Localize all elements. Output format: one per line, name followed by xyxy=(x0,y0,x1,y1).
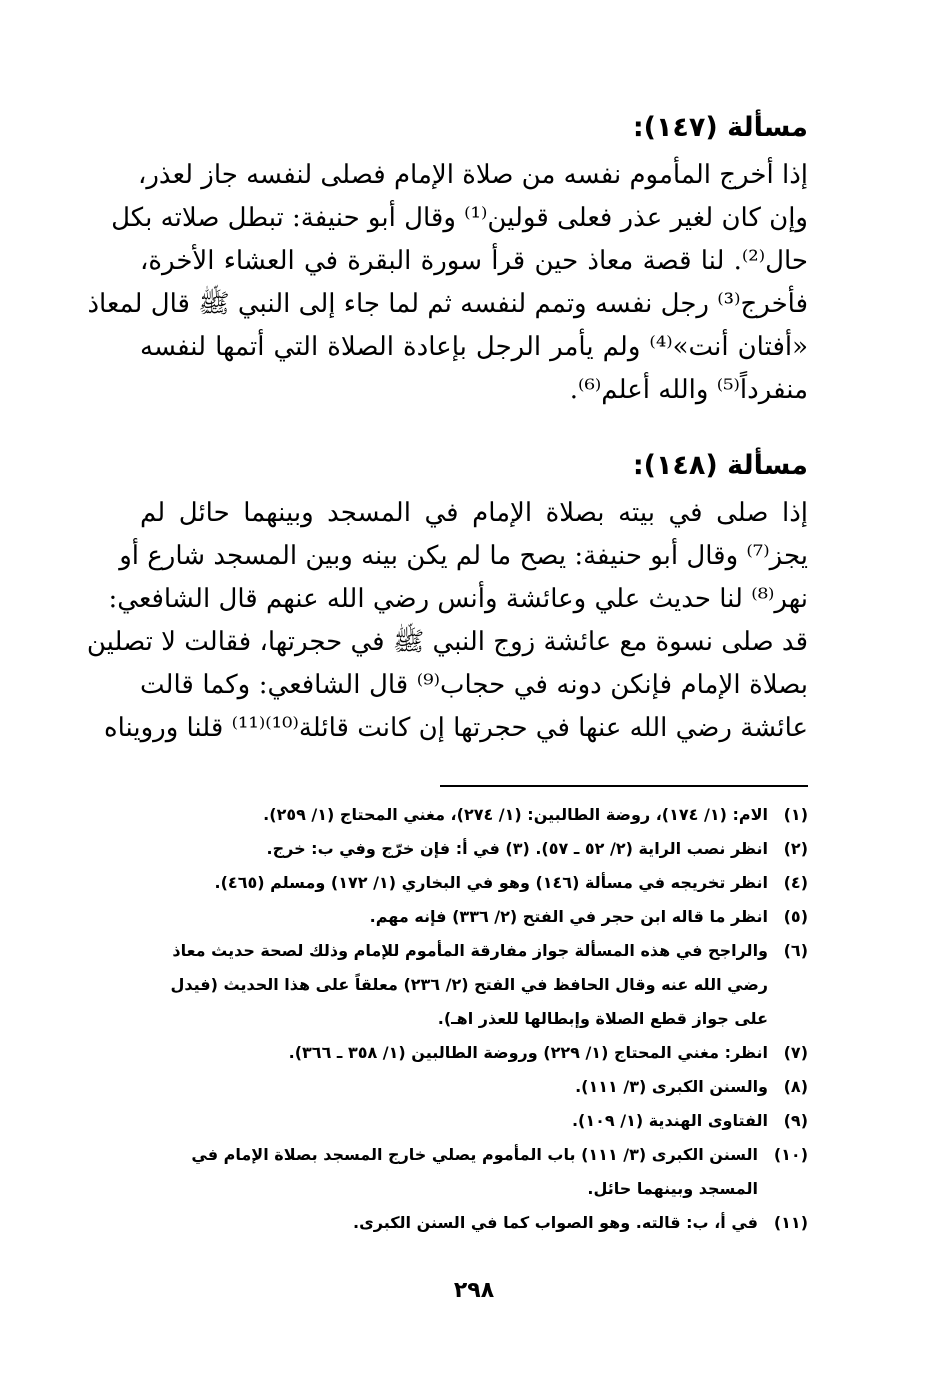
footnote-text: انظر: مغني المحتاج (١/ ٢٢٩) وروضة الطالبين (١/ ٣٥٨ ـ ٣٦٦). xyxy=(288,1043,768,1062)
text-line: عائشة رضي الله عنها في حجرتها إن كانت قائلة⁽¹⁰⁾⁽¹¹⁾ قلنا ورويناه xyxy=(103,713,808,743)
issue-147-text xyxy=(87,154,808,412)
footnote-4 xyxy=(130,866,808,900)
footnote-text: والراجح في هذه المسألة جواز مفارقة المأموم للإمام وذلك لصحة حديث معاذ xyxy=(172,941,768,960)
text-line: قد صلى نسوة مع عائشة زوج النبي ﷺ في حجرتها، فقالت لا تصلين xyxy=(86,627,808,657)
footnote-1 xyxy=(130,798,808,832)
footnote-10 xyxy=(130,1138,808,1206)
text-line: منفرداً⁽⁵⁾ والله أعلم⁽⁶⁾. xyxy=(569,375,808,405)
text-line: وإن كان لغير عذر فعلى قولين⁽¹⁾ وقال أبو حنيفة: تبطل صلاته بكل xyxy=(111,203,808,233)
footnote-5 xyxy=(130,900,808,934)
text-line: فأخرج⁽³⁾ رجل نفسه وتمم لنفسه ثم لما جاء إلى النبي ﷺ قال لمعاذ xyxy=(87,289,808,319)
issue-147-heading: مسألة (١٤٧): xyxy=(632,112,808,143)
footnote-text: الفتاوى الهندية (١/ ١٠٩). xyxy=(571,1111,768,1130)
footnote-text: انظر ما قاله ابن حجر في الفتح (٢/ ٣٣٦) فإنه مهم. xyxy=(369,907,768,926)
footnote-number: (١١) xyxy=(773,1213,808,1232)
footnote-8 xyxy=(130,1070,808,1104)
footnote-text: انظر تخريجه في مسألة (١٤٦) وهو في البخاري (١/ ١٧٢) ومسلم (٤٦٥). xyxy=(214,873,768,892)
footnote-number: (٨) xyxy=(783,1077,808,1096)
issue-148-heading: مسألة (١٤٨): xyxy=(632,450,808,481)
footnote-text: انظر نصب الراية (٢/ ٥٢ ـ ٥٧). (٣) في أ: فإن خرّج وفي ب: خرج. xyxy=(266,839,768,858)
text-line: يجز⁽⁷⁾ وقال أبو حنيفة: يصح ما لم يكن بينه وبين المسجد شارع أو xyxy=(119,541,808,571)
text-line: «أفتان أنت»⁽⁴⁾ ولم يأمر الرجل بإعادة الصلاة التي أتمها لنفسه xyxy=(140,332,808,362)
footnote-number: (٥) xyxy=(783,907,808,926)
footnote-divider xyxy=(440,785,808,787)
page-number: ٢٩٨ xyxy=(453,1278,495,1303)
footnote-number: (٢) xyxy=(783,839,808,858)
footnote-text: في أ، ب: قالته. وهو الصواب كما في السنن الكبرى. xyxy=(353,1213,758,1232)
footnote-7 xyxy=(130,1036,808,1070)
text-line: إذا أخرج المأموم نفسه من صلاة الإمام فصلى لنفسه جاز لعذر، xyxy=(137,160,808,190)
text-line: نهر⁽⁸⁾ لنا حديث علي وعائشة وأنس رضي الله عنهم قال الشافعي: xyxy=(108,584,808,614)
footnote-9 xyxy=(130,1104,808,1138)
footnote-6 xyxy=(130,934,808,1036)
footnote-text: الام: (١/ ١٧٤)، روضة الطالبين: (١/ ٢٧٤)، مغني المحتاج (١/ ٢٥٩). xyxy=(263,805,768,824)
footnote-text: المسجد وبينهما حائل. xyxy=(587,1179,758,1198)
text-line: إذا صلى في بيته بصلاة الإمام في المسجد وبينهما حائل لم xyxy=(140,498,808,528)
footnote-text: على جواز قطع الصلاة وإبطالها للعذر اهـ). xyxy=(437,1009,768,1028)
footnote-number: (٤) xyxy=(783,873,808,892)
issue-148-text xyxy=(86,492,809,750)
footnote-text: رضي الله عنه وقال الحافظ في الفتح (٢/ ٢٣٦) معلقاً على هذا الحديث (فيدل xyxy=(170,975,768,994)
footnote-number: (١) xyxy=(783,805,808,824)
footnotes xyxy=(130,798,808,1240)
footnote-number: (٦) xyxy=(783,941,808,960)
footnote-number: (٩) xyxy=(783,1111,808,1130)
footnote-number: (١٠) xyxy=(773,1145,808,1164)
text-line: حال⁽²⁾. لنا قصة معاذ حين قرأ سورة البقرة في العشاء الأخرة، xyxy=(140,246,808,276)
text-line: بصلاة الإمام فإنكن دونه في حجاب⁽⁹⁾ قال الشافعي: وكما قالت xyxy=(140,670,809,700)
footnote-text: والسنن الكبرى (٣/ ١١١). xyxy=(575,1077,768,1096)
footnote-number: (٧) xyxy=(783,1043,808,1062)
footnote-2 xyxy=(130,832,808,866)
footnote-text: السنن الكبرى (٣/ ١١١) باب المأموم يصلي خارج المسجد بصلاة الإمام في xyxy=(191,1145,758,1164)
footnote-11 xyxy=(130,1206,808,1240)
